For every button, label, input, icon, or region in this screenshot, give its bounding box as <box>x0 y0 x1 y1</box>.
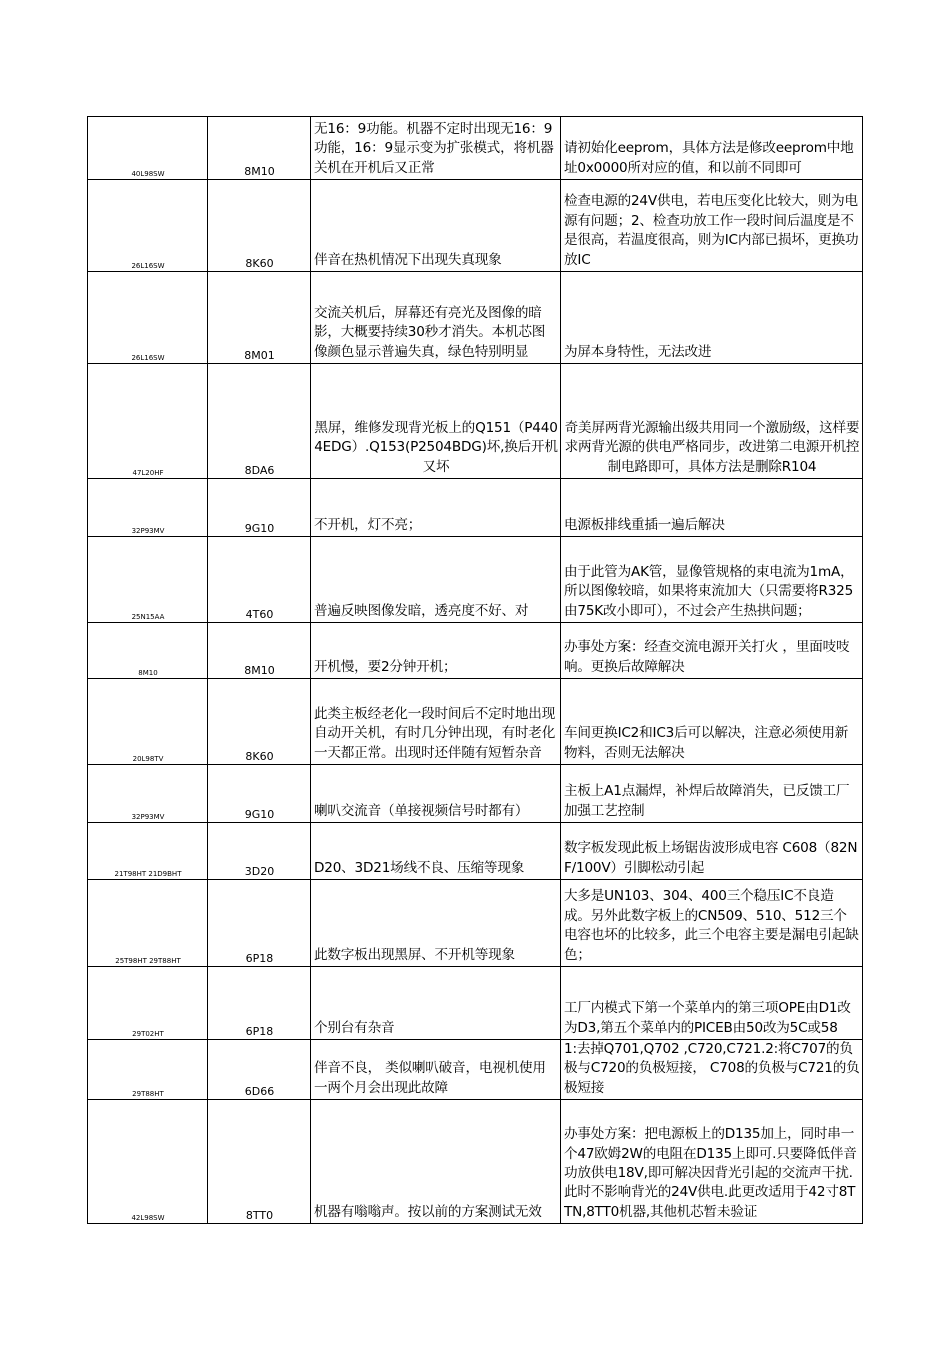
model-cell: 8M10 <box>88 623 208 679</box>
table-row <box>88 765 863 823</box>
solution-cell: 检查电源的24V供电，若电压变化比较大，则为电源有问题；2、检查功放工作一段时间后温度是不是很高，若温度很高，则为IC内部已损坏，更换功放IC <box>561 180 863 272</box>
solution-cell: 车间更换IC2和IC3后可以解决，注意必须使用新物料，否则无法解决 <box>561 679 863 765</box>
chassis-cell: 8M10 <box>208 117 311 180</box>
chassis-cell: 9G10 <box>208 765 311 823</box>
symptom-cell: 交流关机后，屏幕还有亮光及图像的暗影，大概要持续30秒才消失。本机芯图像颜色显示普遍失真，绿色特别明显 <box>311 272 561 364</box>
solution-cell: 请初始化eeprom，具体方法是修改eeprom中地址0x0000所对应的值，和以前不同即可 <box>561 117 863 180</box>
symptom-cell: 此类主板经老化一段时间后不定时地出现自动开关机，有时几分钟出现，有时老化一天都正常。出现时还伴随有短暂杂音 <box>311 679 561 765</box>
symptom-cell: 无16：9功能。机器不定时出现无16：9功能，16：9显示变为扩张模式，将机器关机在开机后又正常 <box>311 117 561 180</box>
chassis-cell: 3D20 <box>208 823 311 880</box>
symptom-cell: 普遍反映图像发暗，透亮度不好、对 <box>311 537 561 623</box>
fault-table <box>87 116 863 1224</box>
model-cell: 25T98HT 29T88HT <box>88 880 208 967</box>
solution-cell: 1:去掉Q701,Q702 ,C720,C721.2:将C707的负极与C720的负极短接， C708的负极与C721的负极短接 <box>561 1040 863 1100</box>
solution-cell: 奇美屏两背光源输出级共用同一个激励级，这样要求两背光源的供电严格同步，改进第二电源开机控制电路即可，具体方法是删除R104 <box>561 364 863 479</box>
chassis-cell: 9G10 <box>208 479 311 537</box>
model-cell: 21T98HT 21D9BHT <box>88 823 208 880</box>
table-row <box>88 823 863 880</box>
table-row <box>88 623 863 679</box>
symptom-cell: 伴音在热机情况下出现失真现象 <box>311 180 561 272</box>
symptom-cell: 此数字板出现黑屏、不开机等现象 <box>311 880 561 967</box>
symptom-cell: 不开机，灯不亮； <box>311 479 561 537</box>
symptom-cell: 个别台有杂音 <box>311 967 561 1040</box>
table-row <box>88 272 863 364</box>
solution-cell: 数字板发现此板上场锯齿波形成电容 C608（82NF/100V）引脚松动引起 <box>561 823 863 880</box>
table-row <box>88 967 863 1040</box>
chassis-cell: 6P18 <box>208 880 311 967</box>
chassis-cell: 4T60 <box>208 537 311 623</box>
chassis-cell: 6P18 <box>208 967 311 1040</box>
table-row <box>88 479 863 537</box>
chassis-cell: 8M10 <box>208 623 311 679</box>
table-row <box>88 117 863 180</box>
model-cell: 42L98SW <box>88 1100 208 1224</box>
model-cell: 40L98SW <box>88 117 208 180</box>
solution-cell: 办事处方案：把电源板上的D135加上，同时串一个47欧姆2W的电阻在D135上即可.只要降低伴音功放供电18V,即可解决因背光引起的交流声干扰.此时不影响背光的24V供电.此更改适用于42寸8TTN,8TT0机器,其他机芯暂未验证 <box>561 1100 863 1224</box>
model-cell: 26L16SW <box>88 180 208 272</box>
table-row <box>88 880 863 967</box>
symptom-cell: 机器有嗡嗡声。按以前的方案测试无效 <box>311 1100 561 1224</box>
solution-cell: 由于此管为AK管，显像管规格的束电流为1mA，所以图像较暗，如果将束流加大（只需要将R325由75K改小即可），不过会产生热拱问题； <box>561 537 863 623</box>
table-row <box>88 180 863 272</box>
model-cell: 29T02HT <box>88 967 208 1040</box>
symptom-cell: D20、3D21场线不良、压缩等现象 <box>311 823 561 880</box>
table-row <box>88 679 863 765</box>
model-cell: 26L16SW <box>88 272 208 364</box>
table-row <box>88 1100 863 1224</box>
solution-cell: 为屏本身特性，无法改进 <box>561 272 863 364</box>
table-row <box>88 364 863 479</box>
model-cell: 20L98TV <box>88 679 208 765</box>
chassis-cell: 8M01 <box>208 272 311 364</box>
solution-cell: 大多是UN103、304、400三个稳压IC不良造成。另外此数字板上的CN509、510、512三个电容也坏的比较多，此三个电容主要是漏电引起缺色； <box>561 880 863 967</box>
chassis-cell: 8K60 <box>208 679 311 765</box>
chassis-cell: 8TT0 <box>208 1100 311 1224</box>
solution-cell: 工厂内模式下第一个菜单内的第三项OPE由D1改为D3,第五个菜单内的PICEB由50改为5C或58 <box>561 967 863 1040</box>
model-cell: 25N15AA <box>88 537 208 623</box>
solution-cell: 办事处方案：经查交流电源开关打火 ，里面吱吱响。更换后故障解决 <box>561 623 863 679</box>
table-row <box>88 1040 863 1100</box>
symptom-cell: 开机慢，要2分钟开机； <box>311 623 561 679</box>
symptom-cell: 喇叭交流音（单接视频信号时都有） <box>311 765 561 823</box>
model-cell: 32P93MV <box>88 479 208 537</box>
chassis-cell: 8K60 <box>208 180 311 272</box>
solution-cell: 主板上A1点漏焊，补焊后故障消失，已反馈工厂加强工艺控制 <box>561 765 863 823</box>
model-cell: 29T88HT <box>88 1040 208 1100</box>
chassis-cell: 6D66 <box>208 1040 311 1100</box>
symptom-cell: 伴音不良， 类似喇叭破音，电视机使用一两个月会出现此故障 <box>311 1040 561 1100</box>
model-cell: 32P93MV <box>88 765 208 823</box>
table-row <box>88 537 863 623</box>
model-cell: 47L20HF <box>88 364 208 479</box>
solution-cell: 电源板排线重插一遍后解决 <box>561 479 863 537</box>
chassis-cell: 8DA6 <box>208 364 311 479</box>
symptom-cell: 黑屏，维修发现背光板上的Q151（P4404EDG）.Q153(P2504BDG)坏,换后开机又坏 <box>311 364 561 479</box>
